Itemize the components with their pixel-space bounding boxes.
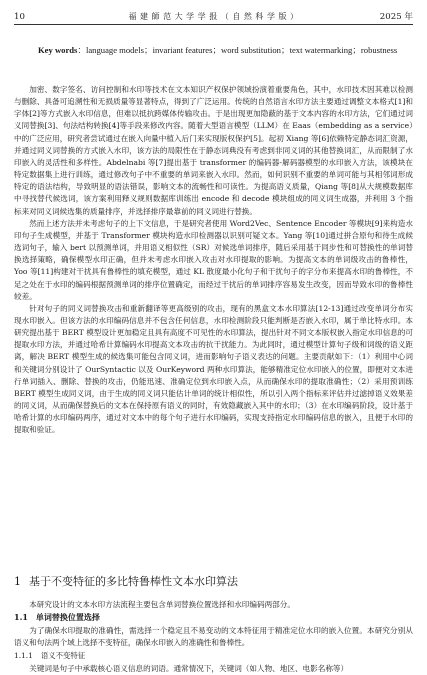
section-heading (14, 575, 413, 589)
journal-year: 2025 年 (379, 12, 413, 22)
paragraph-1: 加密、数字签名、访问控制和水印等技术在文本知识产权保护领域扮演着重要角色，其中，水印技术因其难以检测与删除、具备可追溯性和无损质量等显著特点，得到了广泛运用。传统的自然语言水印方法主要通过调整文本格式[1]和字体[2]等方式嵌入水印信息，但难以抵抗跨媒体传输攻击。于是出现更加隐蔽的基于文本内容的水印方法，它们通过词义同替换[3]、句法结构转换[4]等手段来修改内容。随着大型语言模型（LLM）在 Eaas（embedding as a service）中的广泛应用，研究者尝试通过在嵌入向量中植入后门来实现版权保护[5]。起初 Xiang 等[6]依赖特定静态词汇资源，并通过同义词替换的方式嵌入水印，该方法的局限性在于静态词典没有考虑到非同义词的其他替换词汇，从而限制了水印嵌入的灵活性和多样性。Abdelnabi 等[7]提出基于 transformer 的编码器-解码器模型的水印嵌入方法，该模块在特定数据集上进行训练，通过修改句子中不重要的单词来嵌入水印。然而，如何识别不重要的单词可能与其相邻词形成特定的语法结构，导致明显的语法错误，影响文本的流畅性和可读性。为提高语义质量，Qiang 等[8]从大规模数据库中寻找替代候选词，该方案利用释义规则数据库训练出 encode 和 decode 模块组成的同义词生成器，并利用 3 个指标来对同义词候选集的质量排序，并选择排序最靠前的同义词进行替换。 (14, 85, 413, 216)
page-number: 10 (14, 12, 25, 22)
paragraph-2: 然而上述方法并未考虑句子的上下文信息，于是研究者使用 Word2Vec、Sentence Encoder 等模块[9]来构造水印句子生成模型，并基于 Transformer 模块构造水印检测器以识别可疑文本。Yang 等[10]通过拼合原句和待生成候选词句子，输入 bert 以预测单词，并用语义相似性（SR）对候选单词排序，随后采用基于同步性和可替换性的单词替换选择策略，确保模型水印正确，但并未考虑水印嵌入攻击对水印提取的影响。为提高文本的单词级攻击的鲁棒性，Yoo 等[11]构建对干扰具有鲁棒性的填充模型，通过 KL 散度最小化句子和干扰句子的字分布来提高水印的鲁棒性，不足之处在于水印的编码根据预测单词的排序位置确定，而经过干扰后的单词排序容易发生改变，因而导致水印的鲁棒性较差。 (14, 218, 413, 301)
section-number: 1 (14, 575, 21, 588)
page-header (14, 8, 413, 22)
subsubsection-heading (14, 650, 85, 661)
subsubsection-paragraph: 关键词是句子中承载核心语义信息的词语。通常情况下，关键词（如人物、地区、电影名称等） (29, 664, 349, 673)
subsection-title: 单词替换位置选择 (35, 612, 100, 622)
body-text (14, 84, 413, 437)
keywords-label: Key words (38, 45, 78, 55)
section-title: 基于不变特征的多比特鲁棒性文本水印算法 (29, 575, 238, 588)
subsection-heading (14, 612, 100, 623)
subsection-number: 1.1 (14, 612, 28, 622)
section-intro: 本研究设计的文本水印方法流程主要包含单词替换位置选择和水印编码两部分。 (29, 600, 295, 609)
header-rule (14, 24, 413, 25)
subsubsection-title: 语义不变特征 (40, 651, 86, 660)
journal-title: 福 建 師 范 大 学 学 报 （ 自 然 科 学 版 ） (128, 12, 299, 21)
subsection-paragraph: 为了确保水印提取的准确性，需选择一个稳定且不易变动的文本特征用于精准定位水印的嵌入位置。本研究分别从语义和句法两个域上选择不变特征，确保水印嵌入的准确性和鲁棒性。 (14, 626, 413, 647)
keywords-text: ：language models；invariant features；word substitution；text watermarking；robustness (77, 45, 398, 55)
subsubsection-number: 1.1.1 (14, 651, 33, 660)
paragraph-3: 针对句子的同义词替换攻击和重新翻译等更高级别的攻击，现有的黑盒文本水印算法[12-13]通过改变单词分布实现水印嵌入。但该方法的水印编码信息并不包含任何信息，水印检测阶段只能判断是否嵌入水印，属于单比特水印。本研究提出基于 BERT 模型设计更加稳定且具有高度不可见性的水印算法，提出针对不同文本版权嵌入指定水印信息的可提取水印方法，并通过哈希计算编码水印提高文本攻击的抗干扰能力。为此同时，通过模型计算句子级和词级的语义距离，解决 BERT 模型生成的候选集可能包含同义词，进而影响句子语义表达的问题。主要贡献如下：（1）利用中心词和关键词分别设计了 OurSyntactic 以及 OurKeyword 两种水印算法，能够精准定位水印嵌入的位置，即便对文本进行单词插入、删除、替换的攻击，仍能迅速、准确定位到水印嵌入点，从而确保水印的提取准确性；（2）采用预训练 BERT 模型生成同义词，由于生成的同义词只能估计单词的统计相似性，所以引入两个指标来评估并过滤掉语义效果差的同义词，从而确保替换后的文本在保持原有语义的同时，有效隐藏嵌入其中的水印；（3）在水印编码阶段，设计基于哈希计算的水印编码两序，通过对文本中的每个句子进行水印编码，实现支持指定水印编码信息的嵌入，且便于水印的提取和验证。 (14, 303, 413, 435)
keywords-block (38, 42, 399, 59)
